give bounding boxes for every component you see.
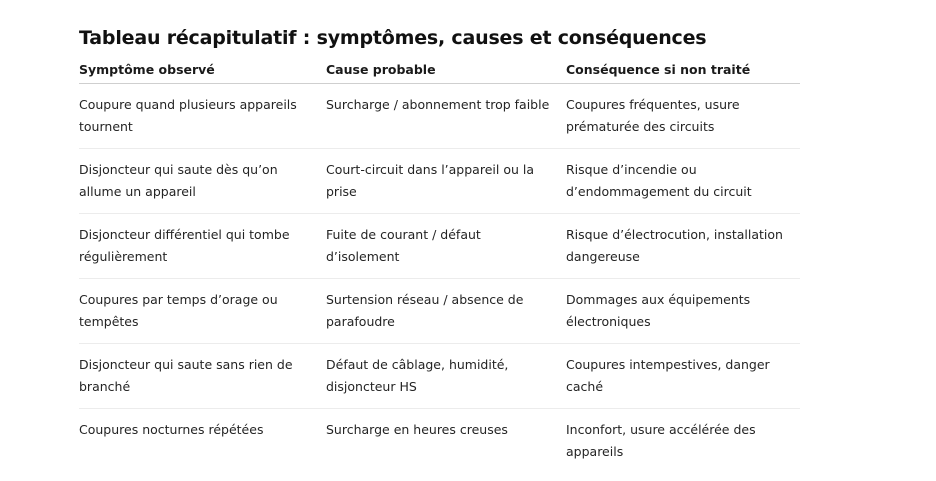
cell-cause: Défaut de câblage, humidité, disjoncteur HS	[326, 344, 566, 409]
cell-symptom: Coupures par temps d’orage ou tempêtes	[79, 279, 326, 344]
cell-symptom: Coupures nocturnes répétées	[79, 422, 264, 437]
cell-consequence: Inconfort, usure accélérée des appareils	[566, 422, 756, 459]
cell-symptom: Disjoncteur qui saute sans rien de branché	[79, 344, 326, 409]
cell-consequence: Risque d’électrocution, installation dangereuse	[566, 214, 800, 279]
table-row	[79, 344, 800, 409]
cell-symptom: Disjoncteur différentiel qui tombe régulièrement	[79, 214, 326, 279]
table-row	[79, 279, 800, 344]
table-row	[79, 84, 800, 149]
table-row	[79, 149, 800, 214]
cell-cause: Surtension réseau / absence de parafoudre	[326, 279, 566, 344]
cell-consequence: Dommages aux équipements électroniques	[566, 279, 800, 344]
header-symptom: Symptôme observé	[79, 62, 326, 84]
cell-consequence: Coupures intempestives, danger caché	[566, 344, 800, 409]
summary-section	[79, 26, 800, 473]
cell-consequence: Risque d’incendie ou d’endommagement du circuit	[566, 149, 800, 214]
table-row	[79, 214, 800, 279]
header-cause: Cause probable	[326, 62, 566, 84]
cell-cause: Surcharge / abonnement trop faible	[326, 84, 566, 149]
cell-symptom: Coupure quand plusieurs appareils tournent	[79, 84, 326, 149]
summary-table	[79, 62, 800, 473]
table-header-row	[79, 62, 800, 84]
cell-cause: Surcharge en heures creuses	[326, 422, 508, 437]
cell-cause: Fuite de courant / défaut d’isolement	[326, 214, 566, 279]
cell-symptom: Disjoncteur qui saute dès qu’on allume un appareil	[79, 149, 326, 214]
header-consequence: Conséquence si non traité	[566, 62, 800, 84]
cell-cause: Court-circuit dans l’appareil ou la prise	[326, 149, 566, 214]
table-title: Tableau récapitulatif : symptômes, causes et conséquences	[79, 27, 707, 49]
table-row	[79, 409, 800, 474]
cell-consequence: Coupures fréquentes, usure prématurée des circuits	[566, 84, 800, 149]
